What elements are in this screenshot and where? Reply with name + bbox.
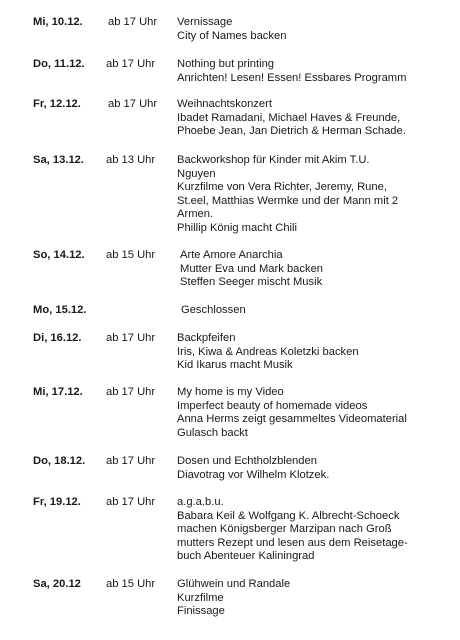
entry-time: ab 13 Uhr [106, 154, 156, 166]
entry-time: ab 17 Uhr [106, 496, 156, 508]
entry-date: Mi, 10.12. [33, 16, 83, 28]
description-line: Nothing but printing [177, 58, 275, 70]
entry-description [177, 496, 439, 564]
description-line: Diavotrag vor Wilhelm Klotzek. [177, 468, 330, 481]
entry-date: Do, 18.12. [33, 455, 86, 467]
entry-description [177, 386, 439, 440]
entry-description [180, 249, 442, 290]
description-line: Geschlossen [181, 304, 246, 316]
description-line: Kurzfilme von Vera Richter, Jeremy, Rune, [177, 181, 387, 193]
entry-description [177, 332, 439, 373]
description-line: Iris, Kiwa & Andreas Koletzki backen [177, 345, 359, 358]
entry-time: ab 17 Uhr [106, 332, 156, 344]
entry-date: Di, 16.12. [33, 332, 82, 344]
description-line: mutters Rezept und lesen aus dem Reisetage- [177, 536, 408, 549]
description-line: Nguyen [177, 167, 216, 180]
entry-description [177, 455, 439, 482]
description-line: Babara Keil & Wolfgang K. Albrecht-Schoeck [177, 509, 400, 522]
description-line: Glühwein und Randale [177, 578, 291, 590]
entry-description [177, 58, 439, 85]
description-line: Finissage [177, 605, 225, 617]
description-line: Dosen und Echtholzblenden [177, 455, 317, 467]
entry-description [177, 154, 439, 235]
entry-time: ab 17 Uhr [108, 16, 158, 28]
entry-description [181, 304, 443, 318]
entry-description [177, 16, 439, 43]
description-line: City of Names backen [177, 29, 287, 42]
description-line: Vernissage [177, 16, 233, 28]
entry-date: Mo, 15.12. [33, 304, 87, 316]
entry-time: ab 15 Uhr [106, 578, 156, 590]
description-line: Backworkshop für Kinder mit Akim T.U. [177, 154, 370, 166]
description-line: Gulasch backt [177, 426, 248, 439]
description-line: Ibadet Ramadani, Michael Haves & Freunde, [177, 111, 401, 124]
description-line: Backpfeifen [177, 332, 236, 344]
entry-time: ab 17 Uhr [106, 386, 156, 398]
description-line: Kurzfilme [177, 591, 224, 604]
description-line: machen Königsberger Marzipan nach Groß [177, 523, 392, 535]
description-line: Arte Amore Anarchia [180, 249, 283, 261]
description-line: St.eel, Matthias Wermke und der Mann mit 2 [177, 194, 399, 207]
entry-description [177, 98, 439, 139]
description-line: a.g.a.b.u. [177, 496, 224, 508]
description-line: Anrichten! Lesen! Essen! Essbares Programm [177, 71, 407, 84]
description-line: buch Abenteuer Kaliningrad [177, 550, 315, 562]
entry-time: ab 17 Uhr [106, 455, 156, 467]
description-line: Imperfect beauty of homemade videos [177, 399, 368, 412]
entry-date: Sa, 20.12 [33, 578, 81, 590]
entry-time: ab 17 Uhr [106, 58, 156, 70]
entry-date: Sa, 13.12. [33, 154, 85, 166]
entry-date: Mi, 17.12. [33, 386, 83, 398]
entry-time: ab 15 Uhr [106, 249, 156, 261]
description-line: Phillip König macht Chili [177, 221, 298, 234]
entry-date: Fr, 19.12. [33, 496, 81, 508]
entry-date: Fr, 12.12. [33, 98, 81, 110]
entry-date: Do, 11.12. [33, 58, 85, 70]
description-line: My home is my Video [177, 386, 284, 398]
description-line: Mutter Eva und Mark backen [180, 262, 324, 275]
description-line: Weihnachtskonzert [177, 98, 272, 110]
entry-description [177, 578, 439, 619]
entry-date: So, 14.12. [33, 249, 85, 261]
description-line: Steffen Seeger mischt Musik [180, 276, 323, 288]
entry-time: ab 17 Uhr [108, 98, 158, 110]
description-line: Phoebe Jean, Jan Dietrich & Herman Schade. [177, 125, 406, 137]
description-line: Armen. [177, 208, 214, 220]
description-line: Anna Herms zeigt gesammeltes Videomaterial [177, 413, 407, 425]
description-line: Kid Ikarus macht Musik [177, 359, 293, 371]
